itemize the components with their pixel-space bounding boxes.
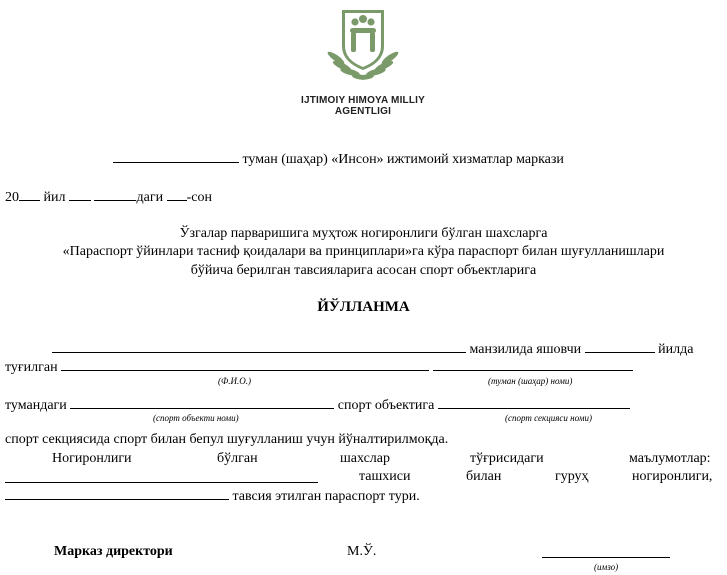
district-caption: (туман (шаҳар) номи) bbox=[488, 376, 573, 386]
agency-name-line1: IJTIMOIY HIMOYA MILLIY bbox=[300, 95, 426, 106]
info-word-3: шахслар bbox=[340, 451, 391, 466]
number-blank bbox=[167, 188, 187, 201]
district-name-blank bbox=[433, 358, 633, 371]
recommended-line bbox=[5, 487, 420, 505]
info-word-5: маълумотлар: bbox=[629, 451, 711, 466]
seal-label: М.Ў. bbox=[347, 544, 377, 559]
subtitle-line3: бўйича берилган тавсияларига асосан спорт объектларига bbox=[190, 263, 537, 278]
born-line bbox=[5, 358, 633, 376]
address-blank bbox=[52, 340, 466, 353]
center-name-text: туман (шаҳар) «Инсон» ижтимоий хизматлар маркази bbox=[242, 152, 564, 167]
diag-word-3: гуруҳ bbox=[555, 469, 589, 484]
subtitle-line1: Ўзгалар парваришига муҳтож ногиронлиги бўлган шахсларга bbox=[179, 226, 548, 241]
recommended-label: тавсия этилган параспорт тури. bbox=[232, 489, 420, 504]
birth-year-blank bbox=[585, 340, 655, 353]
info-word-2: бўлган bbox=[217, 451, 258, 466]
subtitle-line2: «Параспорт ўйинлари тасниф қоидалари ва принциплари»га кўра параспорт билан шуғулланишлари bbox=[62, 244, 665, 259]
section-caption: (спорт секцияси номи) bbox=[505, 413, 592, 423]
object-caption: (спорт объекти номи) bbox=[153, 413, 239, 423]
date-year-label: йил bbox=[43, 190, 66, 205]
center-name-line bbox=[113, 150, 564, 168]
diag-word-2: билан bbox=[466, 469, 502, 484]
object-line bbox=[5, 396, 630, 414]
sport-section-blank bbox=[438, 396, 630, 409]
fio-caption: (Ф.И.О.) bbox=[218, 376, 251, 386]
year-blank bbox=[19, 188, 40, 201]
signature-blank bbox=[542, 557, 670, 558]
signature-caption: (имзо) bbox=[594, 562, 619, 572]
located-in-label: тумандаги bbox=[5, 398, 67, 413]
info-word-4: тўғрисидаги bbox=[470, 451, 544, 466]
agency-emblem-icon bbox=[322, 6, 404, 84]
referral-text: спорт секциясида спорт билан бепул шуғулланиш учун йўналтирилмоқда. bbox=[5, 432, 449, 447]
to-object-label: спорт объектига bbox=[337, 398, 435, 413]
date-prefix: 20 bbox=[5, 190, 19, 205]
address-line bbox=[52, 340, 693, 358]
diagnosis-blank bbox=[5, 482, 318, 483]
sport-object-blank bbox=[70, 396, 334, 409]
fio-blank bbox=[61, 358, 429, 371]
document-title: ЙЎЛЛАНМА bbox=[317, 299, 410, 315]
year-label: йилда bbox=[658, 342, 694, 357]
date-line bbox=[5, 188, 212, 206]
born-label: туғилган bbox=[5, 360, 58, 375]
living-label: манзилида яшовчи bbox=[469, 342, 582, 357]
sport-type-blank bbox=[5, 487, 229, 500]
day-blank bbox=[69, 188, 91, 201]
agency-logo bbox=[322, 6, 404, 84]
director-label: Марказ директори bbox=[54, 544, 173, 559]
diag-word-4: ногиронлиги, bbox=[632, 469, 713, 484]
agency-name-line2: AGENTLIGI bbox=[334, 106, 392, 117]
month-blank bbox=[94, 188, 136, 201]
date-day-label: даги bbox=[136, 190, 164, 205]
district-blank bbox=[113, 150, 239, 163]
info-word-1: Ногиронлиги bbox=[52, 451, 132, 466]
diag-word-1: ташхиси bbox=[359, 469, 411, 484]
date-number-label: -сон bbox=[186, 190, 212, 205]
